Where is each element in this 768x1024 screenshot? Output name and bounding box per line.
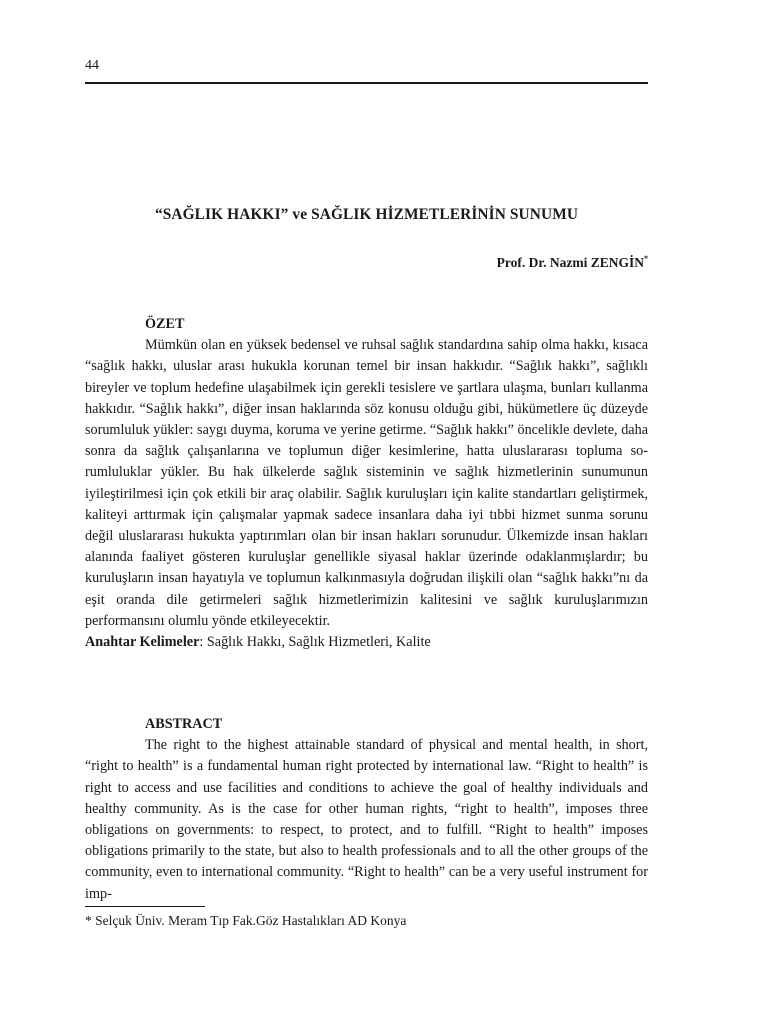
keywords-label: Anahtar Kelimeler [85,634,200,651]
author-line [497,254,648,271]
ozet-body: Mümkün olan en yüksek bedensel ve ruhsal sağlık standardına sahip olma hakkı, kısaca “sağlık hakkı, uluslar arası hukukla korunan temel bir insan hakkıdır. “Sağlık hakkı”, sağlıklı bireyler ve toplum hedefine ulaşabilmek için gerekli tesislere ve şartlara ulaşma, bunları kullanma hakkıdır. “Sağlık hakkı”, diğer insan haklarında söz konusu olduğu gibi, hükümetlere üç düzeyde sorumluluk yükler: saygı duyma, koruma ve yerine getirme. “Sağlık hakkı” öncelikle devlete, daha sonra da sağlık çalışanlarına ve toplumun diğer kesimlerine, hatta uluslararası topluma sorumluluklar yükler. Bu hak ülkelerde sağlık sisteminin ve sağlık hizmetlerinin sunumunun iyileştirilmesi için çok etkili bir araç olabilir. Sağlık kuruluşları için kalite standartları geliştirmek, kaliteyi arttırmak için çalışmalar yapmak sadece insanlara daha iyi tıbbi hizmet sunma sorunu değil uluslararası hukukta yaptırımları olan bir insan hakları sorunudur. Ülkemizde insan hakları alanında faaliyet gösteren kuruluşlar genellikle siyasal haklar üzerinde odaklanmışlardır; bu kuruluşların insan hayatıyla ve toplumun kalkınmasıyla doğrudan ilişkili olan “sağlık hakkı”nı da eşit oranda dile getirmeleri sağlık hizmetlerimizin kalitesini ve sağlık kuruluşlarımızın performansını olumlu yönde etkileyecektir. [85,337,648,629]
footnote: * Selçuk Üniv. Meram Tıp Fak.Göz Hastalıkları AD Konya [85,913,407,928]
header-rule [85,82,648,84]
footnote-rule [85,906,205,907]
abstract-body: The right to the highest attainable standard of physical and mental health, in short, “right to health” is a fundamental human right protected by international law. “Right to health” is right to access and use facilities and conditions to achieve the goal of healthy individuals and healthy community. As is the case for other human rights, “right to health”, imposes three obligations on governments: to respect, to protect, and to fulfill. “Right to health” imposes obligations primarily to the state, but also to health professionals and to all the other groups of the community, even to international community. “Right to health” can be a very useful instrument for imp- [85,737,648,902]
keywords-list: : Sağlık Hakkı, Sağlık Hizmetleri, Kalite [199,634,431,651]
author-name: Prof. Dr. Nazmi ZENGİN [496,255,644,270]
author-footnote-mark: * [644,254,648,263]
ozet-heading: ÖZET [145,316,185,332]
keywords-line [85,632,648,653]
ozet-section [85,314,648,653]
page-number: 44 [85,58,99,73]
abstract-section [85,714,648,905]
abstract-heading: ABSTRACT [145,716,223,732]
article-title: “SAĞLIK HAKKI” ve SAĞLIK HİZMETLERİNİN SUNUMU [154,206,579,223]
